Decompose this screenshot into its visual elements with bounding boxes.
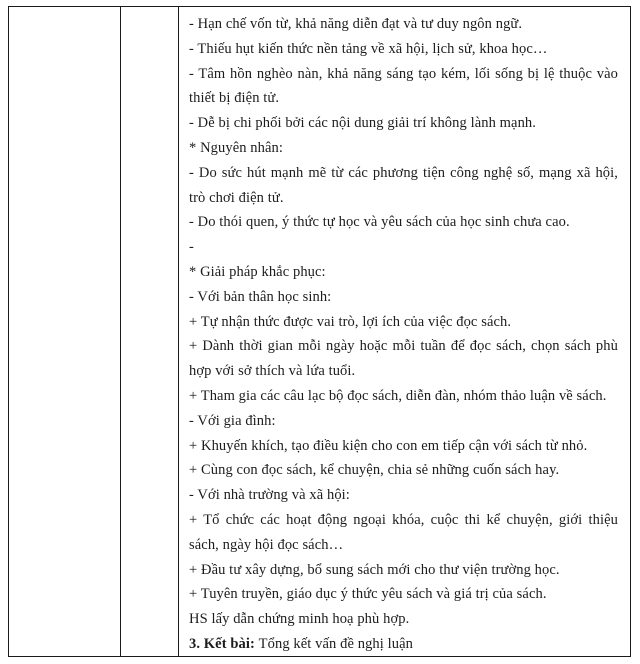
content-line: - Với bản thân học sinh:: [189, 288, 332, 305]
content-line: + Cùng con đọc sách, kể chuyện, chia sẻ những cuốn sách hay.: [189, 462, 560, 479]
content-line: + Tổ chức các hoạt động ngoại khóa, cuộc thi kể chuyện, giới thiệu sách, ngày hội đọc sách…: [189, 511, 618, 553]
content-line: + Dành thời gian mỗi ngày hoặc mỗi tuần để đọc sách, chọn sách phù hợp với sở thích và lứa tuổi.: [189, 338, 618, 380]
conclusion-label: 3. Kết bài:: [189, 635, 259, 652]
content-line-dash: -: [189, 239, 194, 256]
table-cell-content: [179, 7, 630, 656]
conclusion-text: Tổng kết vấn đề nghị luận: [258, 635, 413, 652]
content-line: - Do thói quen, ý thức tự học và yêu sách của học sinh chưa cao.: [189, 214, 570, 231]
content-line: - Tâm hồn nghèo nàn, khả năng sáng tạo kém, lối sống bị lệ thuộc vào thiết bị điện tử.: [189, 65, 618, 107]
content-line: - Hạn chế vốn từ, khả năng diễn đạt và tư duy ngôn ngữ.: [189, 16, 523, 32]
content-line-conclusion: [189, 632, 618, 656]
content-line: - Với gia đình:: [189, 412, 276, 429]
content-line-heading: * Nguyên nhân:: [189, 139, 284, 156]
table-cell-middle: [121, 7, 179, 656]
content-line: - Do sức hút mạnh mẽ từ các phương tiện công nghệ số, mạng xã hội, trò chơi điện tử.: [189, 164, 618, 206]
content-line: + Khuyến khích, tạo điều kiện cho con em tiếp cận với sách từ nhỏ.: [189, 437, 588, 454]
content-line-heading: * Giải pháp khắc phục:: [189, 263, 326, 280]
answer-key-table: [8, 6, 631, 657]
table-cell-left: [9, 7, 121, 656]
content-line: + Tham gia các câu lạc bộ đọc sách, diễn đàn, nhóm thảo luận về sách.: [189, 387, 607, 404]
content-line: - Dễ bị chi phối bởi các nội dung giải trí không lành mạnh.: [189, 115, 536, 132]
content-line: + Tự nhận thức được vai trò, lợi ích của việc đọc sách.: [189, 313, 512, 330]
content-line: - Với nhà trường và xã hội:: [189, 487, 350, 504]
content-line: HS lấy dẫn chứng minh hoạ phù hợp.: [189, 611, 410, 628]
content-line: + Đầu tư xây dựng, bổ sung sách mới cho thư viện trường học.: [189, 561, 560, 578]
content-line: - Thiếu hụt kiến thức nền tảng về xã hội, lịch sử, khoa học…: [189, 40, 548, 57]
content-line: + Tuyên truyền, giáo dục ý thức yêu sách và giá trị của sách.: [189, 586, 547, 603]
